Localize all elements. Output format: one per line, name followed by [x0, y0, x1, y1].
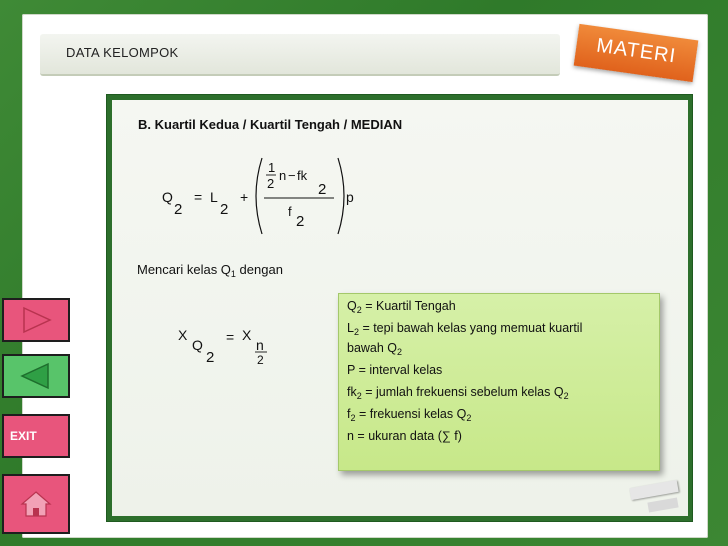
mencari-prefix: Mencari kelas Q: [137, 262, 231, 277]
position-formula: [172, 324, 282, 374]
materi-banner-label: MATERI: [595, 34, 678, 68]
xq-q: Q: [192, 337, 203, 353]
formula-p: p: [346, 189, 354, 205]
note-line-l2: $L_2$ = tepi bawah kelas yang memuat kuartil: [347, 321, 583, 337]
home-button[interactable]: [2, 474, 70, 534]
mencari-sub: 1: [230, 269, 236, 279]
note-line-f2: $f_2$ = frekuensi kelas $Q_2$: [347, 407, 472, 423]
formula-plus: +: [240, 189, 249, 205]
xq-den: 2: [257, 353, 264, 367]
formula-paren-right: [338, 158, 344, 234]
formula-l-sub: 2: [220, 201, 229, 218]
formula-fk-sub: 2: [318, 181, 327, 198]
arrow-left-icon: [16, 361, 56, 391]
formula-q: Q: [162, 189, 173, 205]
formula-fk: fk: [297, 168, 308, 183]
xq-equals: =: [226, 329, 235, 345]
legend-note: [338, 293, 660, 471]
xq-q-sub: 2: [206, 349, 215, 366]
note-line-q2: $Q_2$ = Kuartil Tengah: [347, 299, 456, 315]
mencari-text: [137, 262, 283, 279]
exit-button-label: EXIT: [10, 429, 37, 443]
formula-l: L: [210, 189, 218, 205]
median-formula-svg: [140, 152, 400, 240]
section-title: B. Kuartil Kedua / Kuartil Tengah / MEDIAN: [138, 117, 403, 132]
position-formula-svg: [172, 324, 282, 374]
header-title: DATA KELOMPOK: [66, 45, 179, 60]
xq-n: n: [256, 337, 264, 353]
next-button[interactable]: [2, 298, 70, 342]
formula-q-sub: 2: [174, 201, 183, 218]
median-formula: [140, 152, 400, 240]
formula-paren-left: [256, 158, 262, 234]
previous-button[interactable]: [2, 354, 70, 398]
formula-f: f: [288, 204, 292, 219]
exit-button[interactable]: [2, 414, 70, 458]
note-line-interval: P = interval kelas: [347, 363, 443, 377]
xq-x2: X: [242, 327, 252, 343]
formula-n: n: [279, 168, 287, 183]
mencari-suffix: dengan: [235, 262, 283, 277]
xq-x: X: [178, 327, 188, 343]
note-line-fk2: $fk_2$ = jumlah frekuensi sebelum kelas $Q_2$: [347, 385, 569, 401]
formula-f-sub: 2: [296, 213, 305, 230]
formula-half-bottom: 2: [267, 176, 275, 191]
note-line-bawah: bawah $Q_2$: [347, 341, 403, 357]
note-line-n: n = ukuran data (∑ f): [347, 429, 462, 443]
formula-minus: −: [288, 168, 296, 183]
formula-half-top: 1: [268, 160, 276, 175]
home-icon: [19, 489, 53, 519]
formula-equals: =: [194, 189, 203, 205]
arrow-right-icon: [16, 305, 56, 335]
